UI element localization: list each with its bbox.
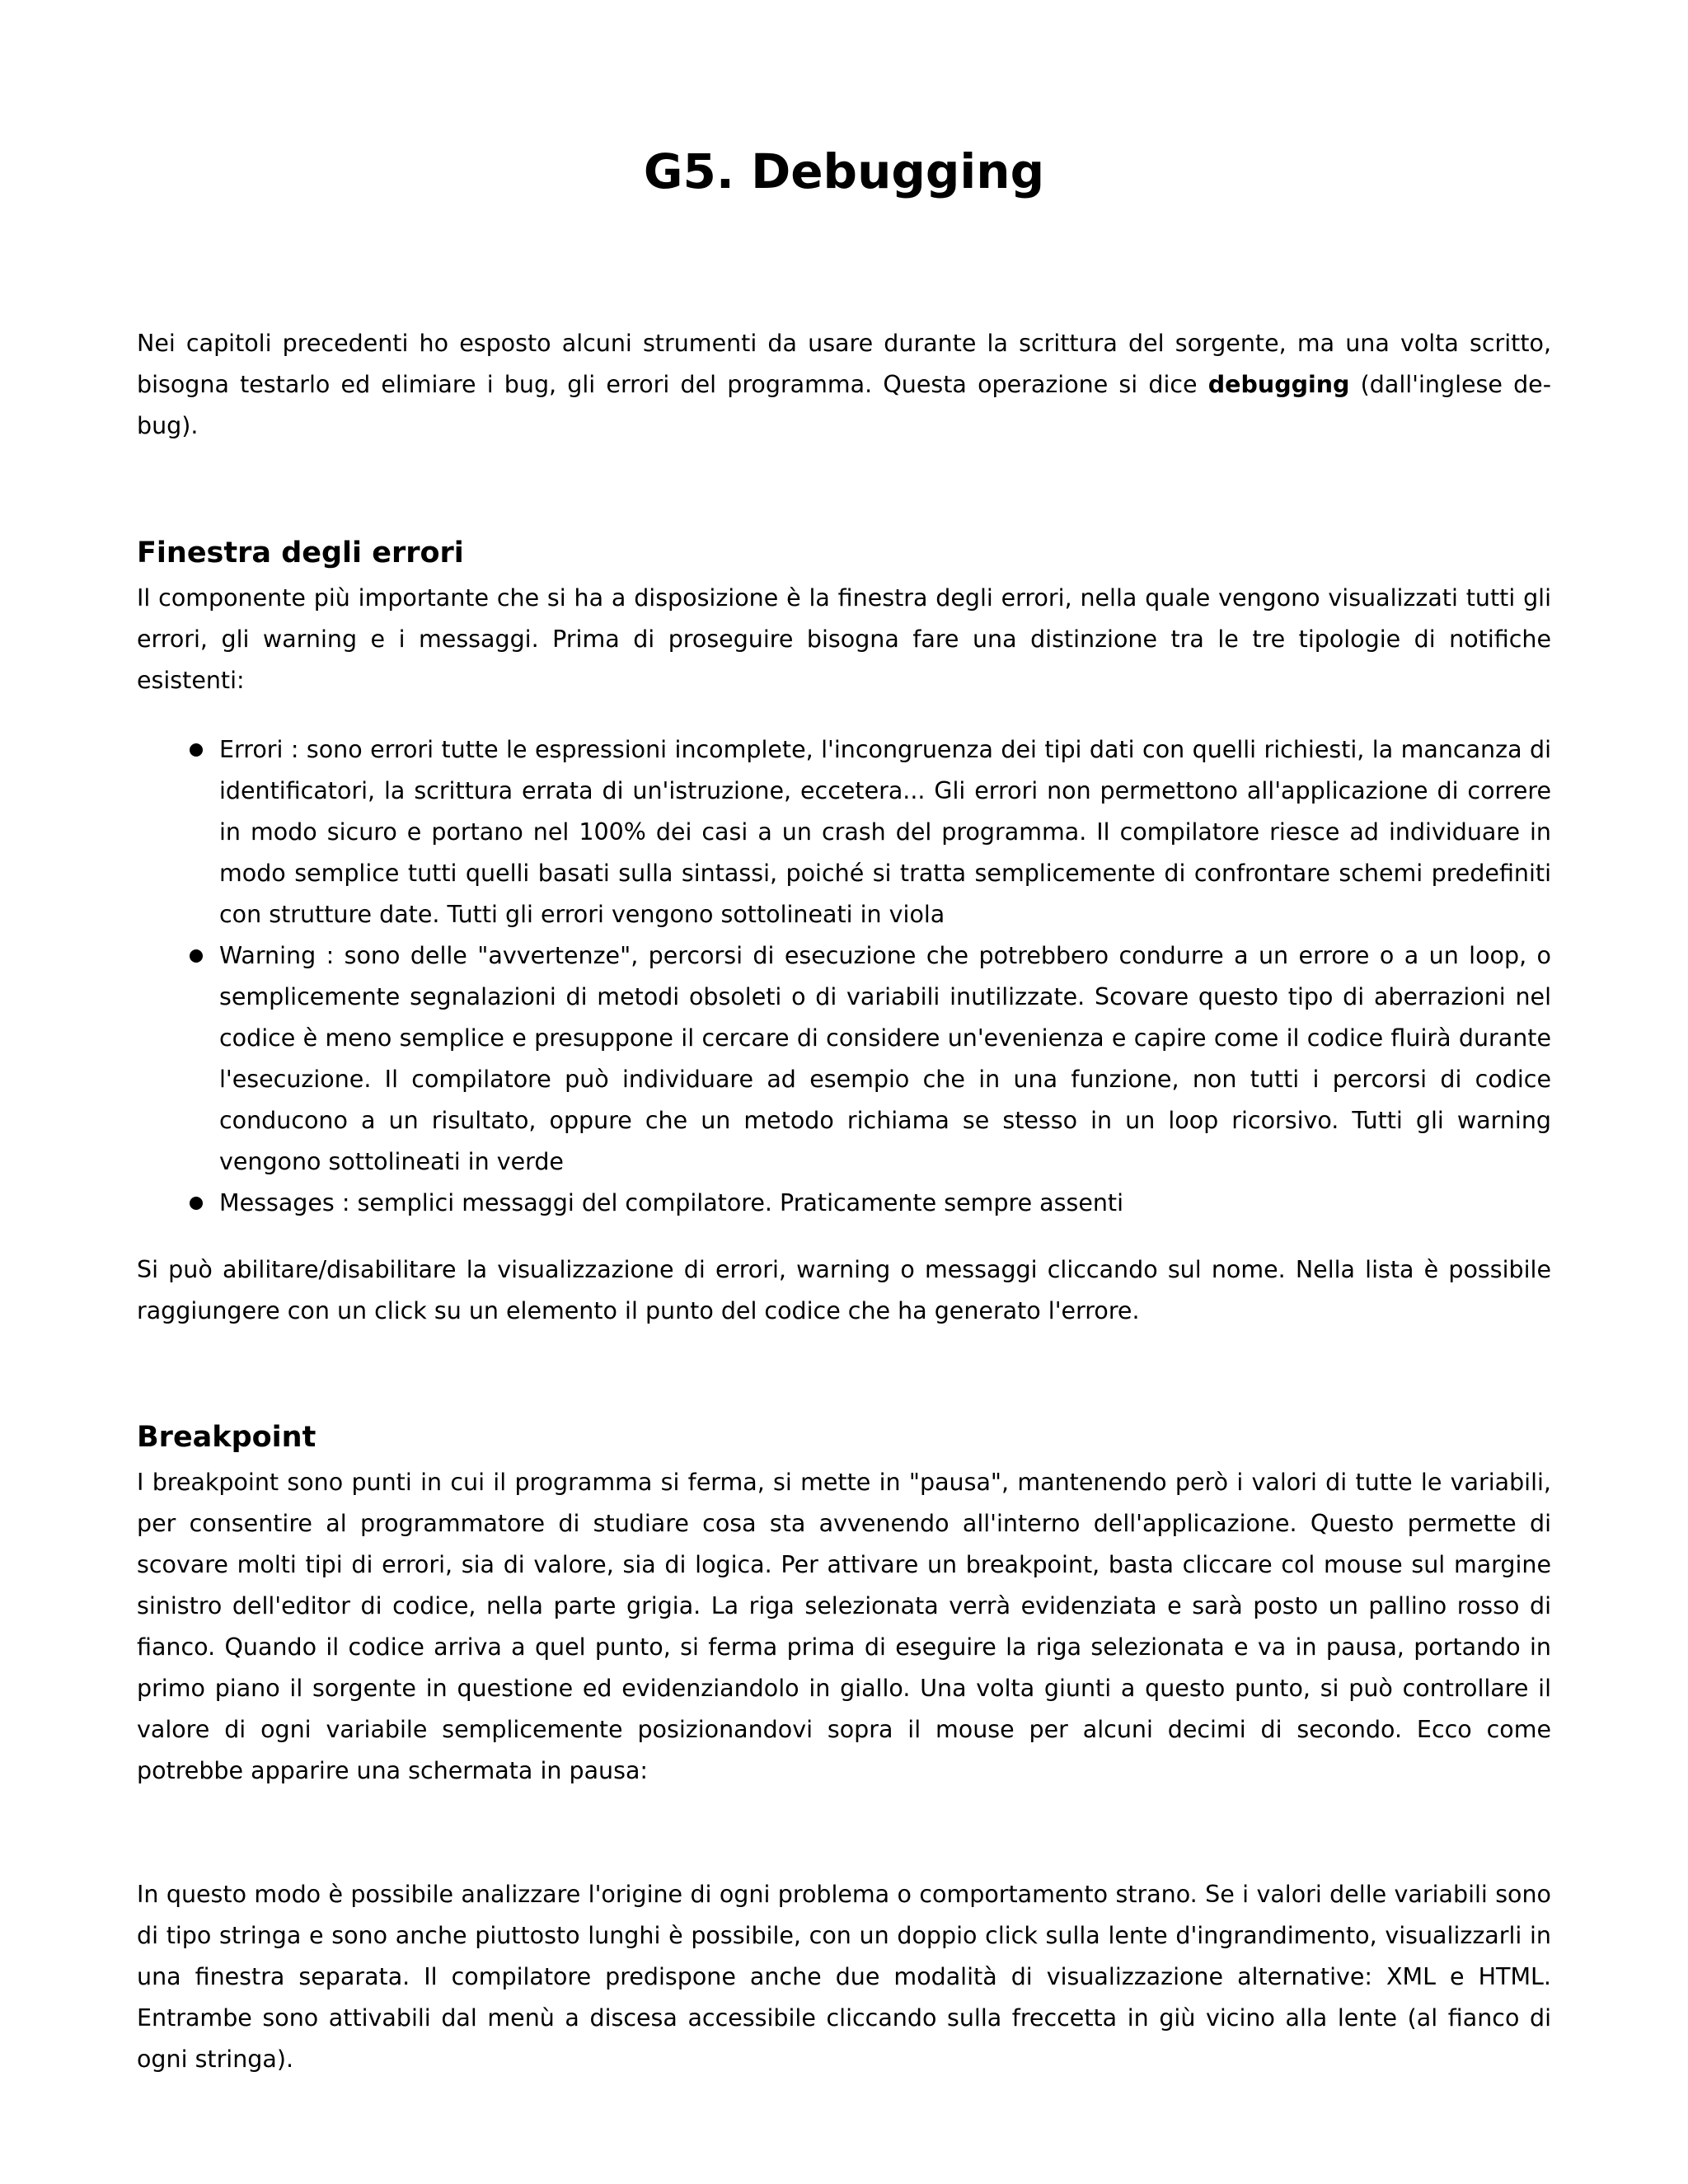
page-title: G5. Debugging [643,143,1045,199]
intro-text-after: (dall'inglese de-bug). [137,371,1552,439]
list-item-errori [137,729,1551,935]
list-item-warning [137,935,1551,1183]
list-item-text: Messages : semplici messaggi del compilatore. Praticamente sempre assenti [219,1189,1124,1216]
bullet-dot-icon [190,949,203,963]
intro-keyword-bold: debugging [1207,371,1350,398]
section-heading-breakpoint: Breakpoint [137,1421,316,1454]
breakpoint-paragraph-2: In questo modo è possibile analizzare l'origine di ogni problema o comportamento strano. Se i valori delle variabili sono di tipo stringa e sono anche piuttosto lunghi è possibile, con un doppio click sulla lente d'ingrandimento, visualizzarli in una finestra separata. Il compilatore predispone anche due modalità di visualizzazione alternative: XML e HTML. Entrambe sono attivabili dal menù a discesa accessibile cliccando sulla freccetta in giù vicino alla lente (al fianco di ogni stringa). [137,1881,1551,2073]
errors-outro-paragraph: Si può abilitare/disabilitare la visualizzazione di errori, warning o messaggi cliccando sul nome. Nella lista è possibile raggiungere con un click su un elemento il punto del codice che ha generato l'errore. [137,1256,1551,1324]
intro-text-before: Nei capitoli precedenti ho esposto alcuni strumenti da usare durante la scrittura del sorgente, ma una volta scritto, bisogna testarlo ed elimiare i bug, gli errori del programma. Questa operazione si dice [137,330,1551,398]
section-heading-errors: Finestra degli errori [137,537,464,569]
notification-types-list [137,729,1551,1224]
list-item-messages [137,1183,1551,1224]
bullet-dot-icon [190,743,203,757]
errors-intro-paragraph: Il componente più importante che si ha a disposizione è la finestra degli errori, nella quale vengono visualizzati tutti gli errori, gli warning e i messaggi. Prima di proseguire bisogna fare una distinzione tra le tre tipologie di notifiche esistenti: [137,584,1551,694]
intro-paragraph [137,323,1551,447]
list-item-text: Errori : sono errori tutte le espressioni incomplete, l'incongruenza dei tipi dati con quelli richiesti, la mancanza di identificatori, la scrittura errata di un'istruzione, eccetera... Gli errori non permettono all'applicazione di correre in modo sicuro e portano nel 100% dei casi a un crash del programma. Il compilatore riesce ad individuare in modo semplice tutti quelli basati sulla sintassi, poiché si tratta semplicemente di confrontare schemi predefiniti con strutture date. Tutti gli errori vengono sottolineati in viola [219,736,1551,928]
bullet-dot-icon [190,1197,203,1210]
list-item-text: Warning : sono delle "avvertenze", percorsi di esecuzione che potrebbero condurre a un errore o a un loop, o semplicemente segnalazioni di metodi obsoleti o di variabili inutilizzate. Scovare questo tipo di aberrazioni nel codice è meno semplice e presuppone il cercare di considere un'evenienza e capire come il codice fluirà durante l'esecuzione. Il compilatore può individuare ad esempio che in una funzione, non tutti i percorsi di codice conducono a un risultato, oppure che un metodo richiama se stesso in un loop ricorsivo. Tutti gli warning vengono sottolineati in verde [219,942,1551,1175]
breakpoint-paragraph-1: I breakpoint sono punti in cui il programma si ferma, si mette in "pausa", mantenendo però i valori di tutte le variabili, per consentire al programmatore di studiare cosa sta avvenendo all'interno dell'applicazione. Questo permette di scovare molti tipi di errori, sia di valore, sia di logica. Per attivare un breakpoint, basta cliccare col mouse sul margine sinistro dell'editor di codice, nella parte grigia. La riga selezionata verrà evidenziata e sarà posto un pallino rosso di fianco. Quando il codice arriva a quel punto, si ferma prima di eseguire la riga selezionata e va in pausa, portando in primo piano il sorgente in questione ed evidenziandolo in giallo. Una volta giunti a questo punto, si può controllare il valore di ogni variabile semplicemente posizionandovi sopra il mouse per alcuni decimi di secondo. Ecco come potrebbe apparire una schermata in pausa: [137,1469,1551,1784]
